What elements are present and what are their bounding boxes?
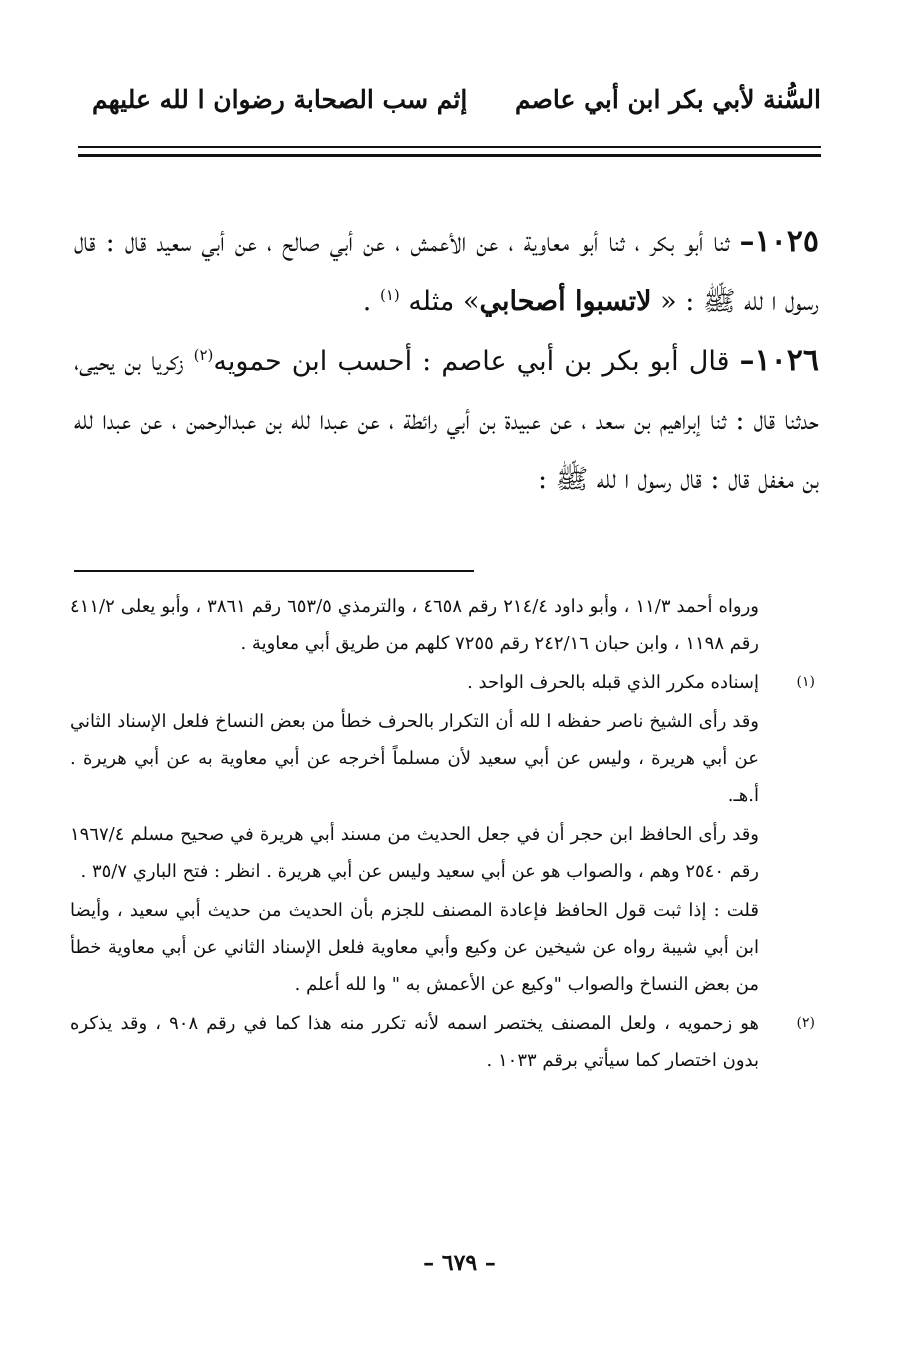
footnote-ref-2[interactable]: (٢) xyxy=(193,346,214,364)
footnote-ref-1[interactable]: (١) xyxy=(379,286,400,304)
footnote-paragraph: ورواه أحمد ١١/٣ ، وأبو داود ٢١٤/٤ رقم ٤٦٥٨ ، والترمذي ٦٥٣/٥ رقم ٣٨٦١ ، وأبو يعلى ٤١١/٢ رقم ١١٩٨ ، وابن حبان ٢٤٢/١٦ رقم ٧٢٥٥ كلهم من طريق أبي معاوية . xyxy=(70,596,759,654)
hadith-number: ١٠٢٥ xyxy=(754,224,819,259)
page-number: – ٦٧٩ – xyxy=(423,1250,496,1276)
footnote-marker: (١) xyxy=(796,674,815,690)
hadith-1025 xyxy=(74,212,819,331)
page-header xyxy=(92,74,821,124)
hadith-text: قال أبو بكر بن أبي عاصم : أحسب ابن حمويه xyxy=(213,346,740,377)
footnote-paragraph: هو زحمويه ، ولعل المصنف يختصر اسمه لأنه تكرر منه هذا كما في رقم ٩٠٨ ، وقد يذكره بدون اختصار كما سيأتي برقم ١٠٣٣ . xyxy=(70,1013,760,1071)
header-rule-thin xyxy=(78,146,821,148)
chapter-title: إثم سب الصحابة رضوان ا لله عليهم xyxy=(92,84,468,114)
footnote-paragraph: وقد رأى الحافظ ابن حجر أن في جعل الحديث من مسند أبي هريرة في صحيح مسلم ١٩٦٧/٤ رقم ٢٥٤٠ وهم ، والصواب هو عن أبي سعيد وليس عن أبي هريرة . انظر : فتح الباري ٣٥/٧ . xyxy=(70,824,759,882)
footnote-1 xyxy=(70,664,819,1003)
footnote-separator xyxy=(74,570,474,572)
footnote-paragraph: وقد رأى الشيخ ناصر حفظه ا لله أن التكرار بالحرف خطأ من بعض النساخ فلعل الإسناد الثاني عن أبي هريرة ، وليس عن أبي سعيد لأن مسلماً أخرجه عن أبي معاوية به عن أبي هريرة . أ.هـ. xyxy=(70,711,759,806)
hadith-text: ثنا أبو بكر ، ثنا أبو معاوية ، عن الأعمش ، عن أبي صالح ، عن أبي سعيد قال : قال رسول ا لله ﷺ : « xyxy=(74,227,819,317)
hadith-number: ١٠٢٦ xyxy=(754,343,819,378)
footnote-paragraph: إسناده مكرر الذي قبله بالحرف الواحد . xyxy=(467,672,759,693)
footnote-paragraph: قلت : إذا ثبت قول الحافظ فإعادة المصنف للجزم بأن الحديث من حديث أبي سعيد ، وأيضا ابن أبي شيبة رواه عن شيخين عن وكيع وأبي معاوية فلعل الإسناد الثاني عن أبي معاوية خطأ من بعض النساخ والصواب "وكيع عن الأعمش به " وا لله أعلم . xyxy=(70,900,759,995)
main-text xyxy=(74,212,819,509)
hadith-text: » مثله xyxy=(399,286,480,317)
footnote-marker: (٢) xyxy=(796,1015,815,1031)
hadith-quote: لاتسبوا أصحابي xyxy=(479,286,652,317)
hadith-text-end: . xyxy=(362,286,380,317)
hadith-1026 xyxy=(74,331,819,509)
hadith-dash: – xyxy=(739,224,755,259)
footnote-2 xyxy=(70,1005,819,1079)
header-rule-thick xyxy=(78,154,821,157)
hadith-text: زكريا بن يحيى، حدثنا قال : ثنا إبراهيم بن سعد ، عن عبيدة بن أبي رائطة ، عن عبدا لله بن عبدالرحمن ، عن عبدا لله بن مغفل قال : قال رسول ا لله ﷺ : xyxy=(74,346,819,495)
footnotes xyxy=(70,588,819,1081)
book-title: السُّنة لأبي بكر ابن أبي عاصم xyxy=(514,84,821,114)
footnote-carryover xyxy=(70,588,819,662)
hadith-dash: – xyxy=(739,343,755,378)
